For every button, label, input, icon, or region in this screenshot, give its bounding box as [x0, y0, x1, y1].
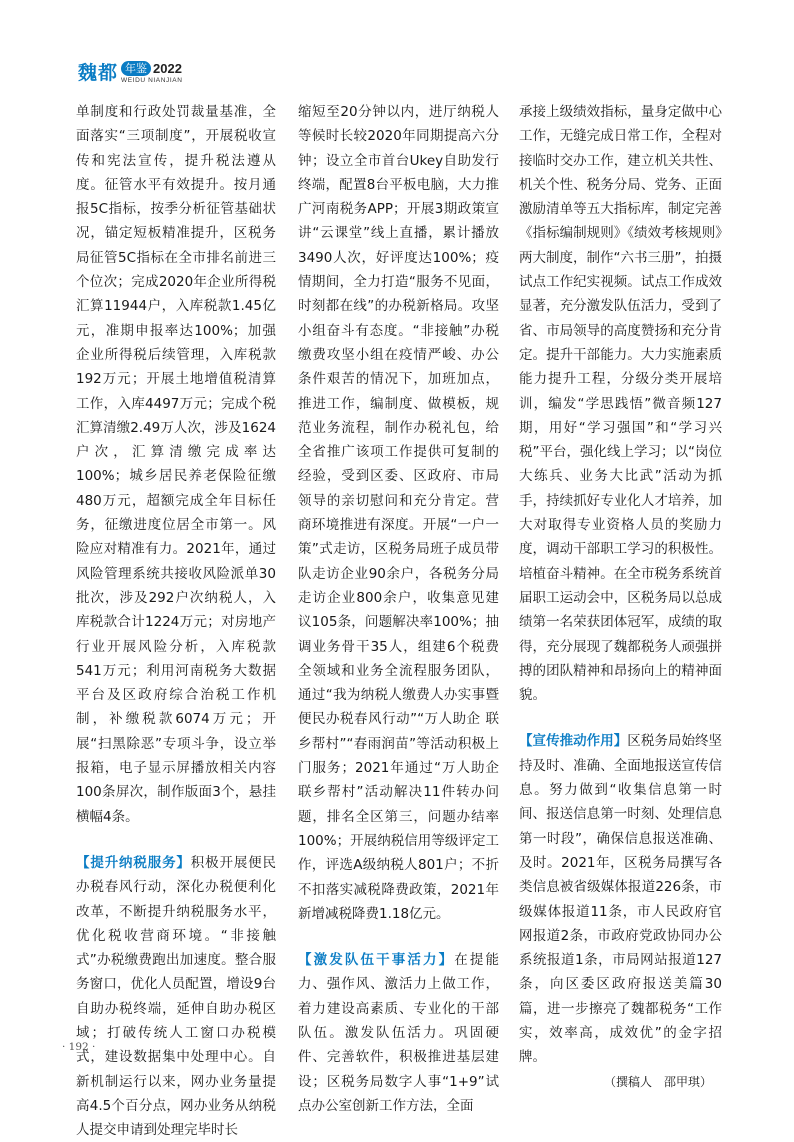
yearbook-subtitle: WEIDU NIANJIAN — [121, 77, 183, 84]
yearbook-logo-side — [121, 61, 183, 84]
text-column-3 — [519, 100, 722, 1094]
section-text: 区税务局始终坚持及时、准确、全面地报送宣传信息。努力做到“收集信息第一时间、报送信息第一时刻、处理信息第一时段”，确保信息报送准确、及时。2021年，区税务局撰写各类信息被省级媒体报道226条，市级媒体报道11条，市人民政府官网报道2条，市政府党政协同办公系统报道1条，市局网站报道127条，向区委区政府报送美篇30篇，进一步擦亮了魏都税务“工作实，效率高，成效优”的金字招牌。 — [519, 733, 723, 1066]
paragraph-gap — [519, 707, 722, 729]
author-signature: （撰稿人 邵甲琪） — [603, 1074, 712, 1089]
section-paragraph — [519, 729, 722, 1069]
paragraph-gap — [76, 829, 276, 851]
text-column-1 — [76, 100, 276, 1142]
section-text: 在提能力、强作风、激活力上做工作，着力建设高素质、专业化的干部队伍。激发队伍活力。巩固硬件、完善软件，积极推进基层建设；区税务局数字人事“1+9”试点办公室创新工作方法，全面 — [298, 952, 499, 1114]
body-paragraph: 承接上级绩效指标，量身定做中心工作，无缝完成日常工作，全程对接临时交办工作，建立机关共性、机关个性、税务分局、党务、正面激励清单等五大指标库，制定完善《指标编制规则》《绩效考核规则》两大制度，制作“六书三册”，拍摄试点工作纪实视频。试点工作成效显著，充分激发队伍活力，受到了省、市局领导的高度赞扬和充分肯定。提升干部能力。大力实施素质能力提升工程，分级分类开展培训，编发“学思践悟”微音频127期，用好“学习强国”和“学习兴税”平台，强化线上学习；以“岗位大练兵、业务大比武”活动为抓手，持续抓好专业化人才培养，加大对取得专业资格人员的奖励力度，调动干部职工学习的积极性。培植奋斗精神。在全市税务系统首届职工运动会中，区税务局以总成绩第一名荣获团体冠军，成绩的取得，充分展现了魏都税务人顽强拼搏的团队精神和昂扬向上的精神面貌。 — [519, 104, 722, 704]
section-heading: 【宣传推动作用】 — [519, 733, 628, 750]
logo-row — [121, 61, 183, 76]
section-heading: 【提升纳税服务】 — [76, 854, 191, 871]
yearbook-logo: 魏都 — [78, 62, 119, 84]
section-paragraph — [76, 851, 276, 1142]
section-text: 积极开展便民办税春风行动，深化办税便利化改革，不断提升纳税服务水平，优化税收营商环境。“非接触式”办税缴费跑出加速度。整合服务窗口，优化人员配置，增设9台自助办税终端，延伸自助办税区域；打破传统人工窗口办税模式，建设数据集中处理中心。自新机制运行以来，网办业务量提高4.5个百分点，网办业务从纳税人提交申请到处理完毕时长 — [76, 854, 277, 1139]
body-paragraph: 单制度和行政处罚裁量基准，全面落实“三项制度”，开展税收宣传和宪法宣传，提升税法遵从度。征管水平有效提升。按月通报5C指标，按季分析征管基础状况，锚定短板精准提升，区税务局征管5C指标在全市排名前进三个位次；完成2020年企业所得税汇算11944户，入库税款1.45亿元，准期申报率达100%；加强企业所得税后续管理，入库税款192万元；开展土地增值税清算工作，入库4497万元；完成个税汇算清缴2.49万人次，涉及1624户次，汇算清缴完成率达100%；城乡居民养老保险征缴480万元，超额完成全年目标任务，征缴进度位居全市第一。风险应对精准有力。2021年，通过风险管理系统共接收风险派单30批次，涉及292户次纳税人，入库税款合计1224万元；对房地产行业开展风险分析，入库税款541万元；利用河南税务大数据平台及区政府综合治税工作机制，补缴税款6074万元；开展“扫黑除恶”专项斗争，设立举报箱，电子显示屏播放相关内容100条屏次，制作版面3个，悬挂横幅4条。 — [76, 104, 276, 825]
paragraph-gap — [298, 926, 499, 948]
yearbook-year: 2022 — [153, 61, 182, 76]
page-number: · 192 · — [62, 1041, 96, 1053]
text-column-2 — [298, 100, 499, 1118]
section-heading: 【激发队伍干事活力】 — [298, 952, 455, 969]
section-paragraph — [298, 948, 499, 1118]
body-paragraph: 缩短至20分钟以内，进厅纳税人等候时长较2020年同期提高六分钟；设立全市首台Ukey自助发行终端，配置8台平板电脑，大力推广河南税务APP；开展3期政策宣讲“云课堂”线上直播，累计播放3490人次，好评度达100%；疫情期间，全力打造“服务不见面，时刻都在线”的办税新格局。攻坚小组奋斗有态度。“非接触”办税缴费攻坚小组在疫情严峻、办公条件艰苦的情况下，加班加点，推进工作，编制度、做模板，规范业务流程，制作办税礼包，给全省推广该项工作提供可复制的经验，受到区委、区政府、市局领导的亲切慰问和充分肯定。营商环境推进有深度。开展“一户一策”式走访，区税务局班子成员带队走访企业90余户，各税务分局走访企业800余户，收集意见建议105条，问题解决率100%；抽调业务骨干35人，组建6个税费全领域和业务全流程服务团队，通过“我为纳税人缴费人办实事暨便民办税春风行动”“万人助企 联乡帮村”“春雨润苗”等活动积极上门服务；2021年通过“万人助企 联乡帮村”活动解决11件转办问题，排名全区第三，问题办结率100%；开展纳税信用等级评定工作，评选A级纳税人801户；不折不扣落实减税降费政策，2021年新增减税降费1.18亿元。 — [298, 104, 499, 922]
yearbook-badge: 年鉴 — [121, 61, 151, 76]
yearbook-header — [78, 54, 183, 84]
